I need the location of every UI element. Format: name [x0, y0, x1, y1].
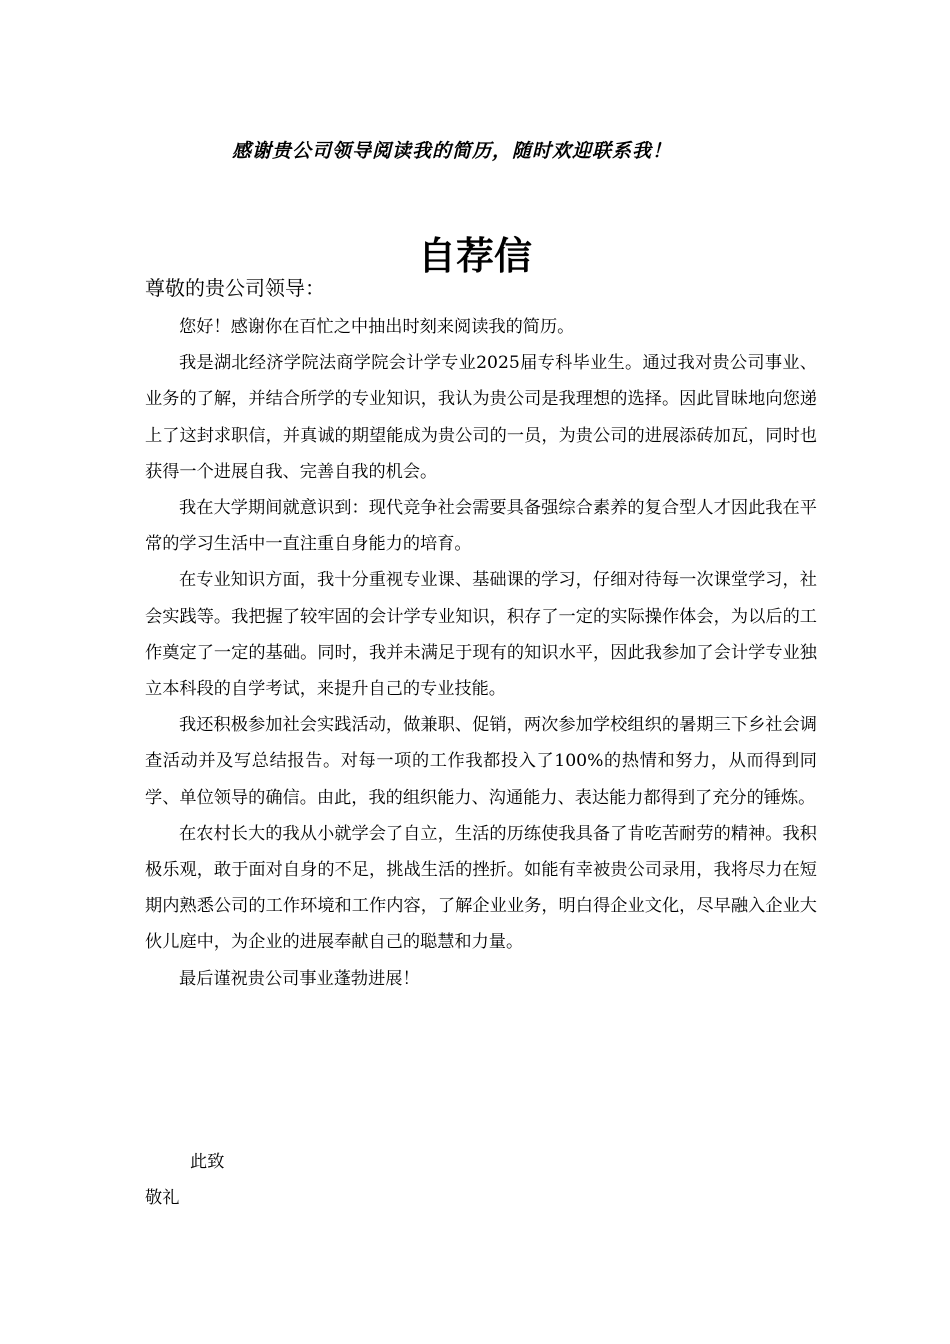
paragraph-awareness: 我在大学期间就意识到：现代竞争社会需要具备强综合素养的复合型人才因此我在平常的学习生活中一直注重自身能力的培育。 [145, 498, 817, 555]
paragraph-social-practice: 我还积极参加社会实践活动，做兼职、促销，两次参加学校组织的暑期三下乡社会调查活动并及写总结报告。对每一项的工作我都投入了100%的热情和努力，从而得到同学、单位领导的确信。由此，我的组织能力、沟通能力、表达能力都得到了充分的锤炼。 [145, 715, 817, 808]
letter-body [145, 309, 817, 997]
closing-salute: 此致 [190, 1152, 225, 1172]
paragraph-greeting: 您好！感谢你在百忙之中抽出时刻来阅读我的简历。 [179, 317, 575, 337]
paragraph-wishes: 最后谨祝贵公司事业蓬勃进展！ [179, 968, 420, 989]
paragraph-professional-knowledge: 在专业知识方面，我十分重视专业课、基础课的学习，仔细对待每一次课堂学习，社会实践等。我把握了较牢固的会计学专业知识，积存了一定的实际操作体会，为以后的工作奠定了一定的基础。同时，我并未满足于现有的知识水平，因此我参加了会计学专业独立本科段的自学考试，来提升自己的专业技能。 [145, 570, 817, 700]
closing-regards: 敬礼 [145, 1188, 180, 1208]
salutation: 尊敬的贵公司领导： [145, 276, 325, 300]
paragraph-introduction: 我是湖北经济学院法商学院会计学专业2025届专科毕业生。通过我对贵公司事业、业务的了解，并结合所学的专业知识，我认为贵公司是我理想的选择。因此冒昧地向您递上了这封求职信，并真诚的期望能成为贵公司的一员，为贵公司的进展添砖加瓦，同时也获得一个进展自我、完善自我的机会。 [145, 353, 817, 482]
page-title: 自荐信 [417, 234, 532, 278]
paragraph-personal-qualities: 在农村长大的我从小就学会了自立，生活的历练使我具备了肯吃苦耐劳的精神。我积极乐观，敢于面对自身的不足，挑战生活的挫折。如能有幸被贵公司录用，我将尽力在短期内熟悉公司的工作环境和工作内容，了解企业业务，明白得企业文化，尽早融入企业大伙儿庭中，为企业的进展奉献自己的聪慧和力量。 [145, 823, 817, 953]
thanks-line: 感谢贵公司领导阅读我的简历，随时欢迎联系我！ [232, 140, 673, 162]
